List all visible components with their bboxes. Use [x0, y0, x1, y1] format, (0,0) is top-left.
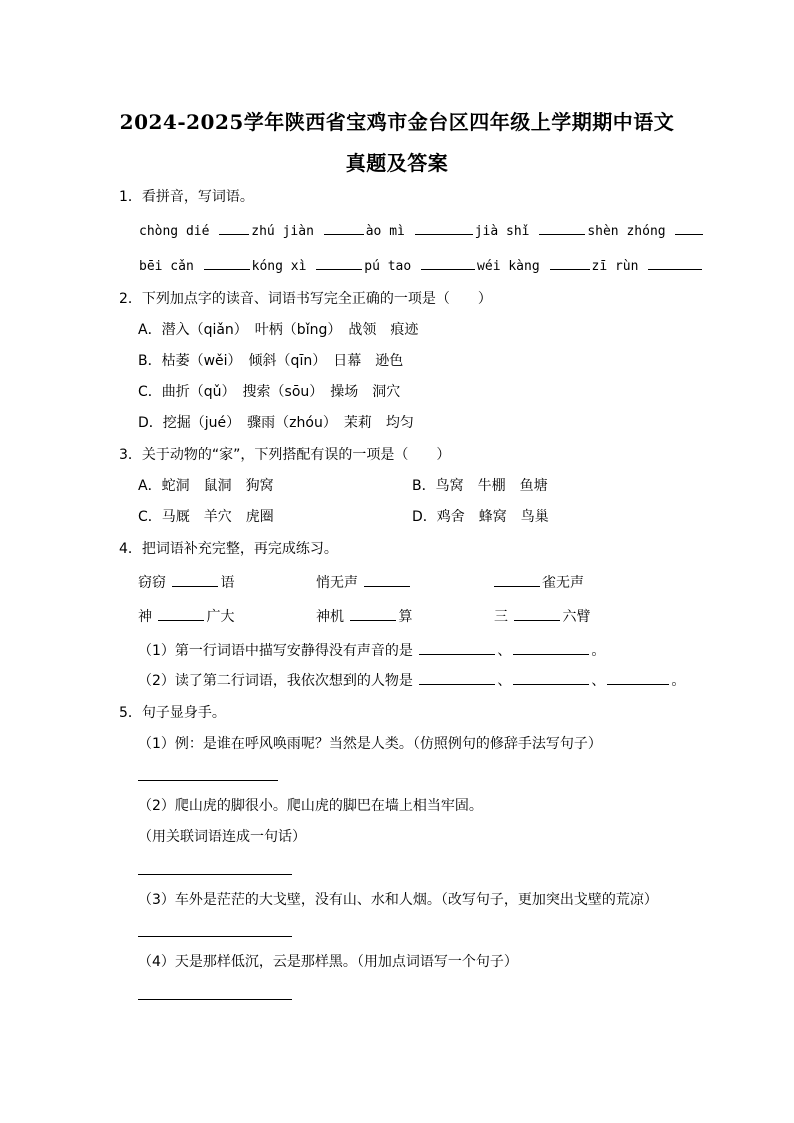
question-2-stem: 2．下列加点字的读音、词语书写完全正确的一项是（ ）: [119, 291, 492, 307]
idiom-part: 悄无声: [316, 575, 358, 591]
idiom-part: 广大: [206, 609, 235, 625]
answer-blank[interactable]: [550, 257, 590, 270]
answer-line[interactable]: [138, 999, 292, 1000]
answer-line[interactable]: [138, 936, 292, 937]
question-3-stem: 3．关于动物的“家”，下列搭配有误的一项是（ ）: [119, 447, 451, 463]
period: 。: [671, 673, 686, 689]
answer-blank[interactable]: [172, 574, 218, 587]
answer-blank[interactable]: [648, 257, 702, 270]
sub-question-text: （1）第一行词语中描写安静得没有声音的是: [138, 643, 413, 659]
pinyin-row-1: [139, 222, 705, 239]
separator: 、: [497, 673, 512, 689]
answer-blank[interactable]: [419, 672, 495, 685]
answer-blank[interactable]: [539, 222, 585, 235]
idiom-part: 神: [138, 609, 152, 625]
answer-blank[interactable]: [675, 222, 703, 235]
answer-blank[interactable]: [364, 574, 410, 587]
answer-blank[interactable]: [219, 222, 249, 235]
answer-line[interactable]: [138, 780, 278, 781]
idiom-part: 算: [398, 609, 413, 625]
answer-blank[interactable]: [513, 672, 589, 685]
pinyin-word: zī rùn: [591, 259, 639, 274]
question-3-option-d[interactable]: D．鸡舍 蜂窝 鸟巢: [412, 509, 549, 525]
idiom-part: 六臂: [562, 609, 591, 625]
sub-question-text: （2）读了第二行词语，我依次想到的人物是: [138, 673, 413, 689]
pinyin-word: jià shǐ: [474, 224, 530, 239]
question-4-sub-2: [138, 670, 685, 690]
idiom-2-1: [138, 606, 234, 626]
question-5-sub-4: （4）天是那样低沉，云是那样黑。（用加点词语写一个句子）: [138, 954, 518, 970]
answer-blank[interactable]: [158, 608, 204, 621]
question-5-sub-3: （3）车外是茫茫的大戈壁，没有山、水和人烟。（改写句子，更加突出戈壁的荒凉）: [138, 892, 658, 908]
separator: 、: [591, 673, 606, 689]
idiom-part: 神机: [316, 609, 344, 625]
question-3-option-a[interactable]: A．蛇洞 鼠洞 狗窝: [138, 478, 274, 494]
answer-blank[interactable]: [419, 642, 495, 655]
pinyin-word: kóng xì: [251, 259, 307, 274]
document-title-line1: 2024-2025学年陕西省宝鸡市金台区四年级上学期期中语文: [119, 110, 675, 134]
idiom-2-2: [316, 606, 412, 626]
answer-blank[interactable]: [421, 257, 475, 270]
pinyin-row-2: [139, 257, 704, 274]
idiom-1-1: [138, 572, 234, 592]
period: 。: [591, 643, 606, 659]
answer-blank[interactable]: [607, 672, 669, 685]
question-3-option-b[interactable]: B．鸟窝 牛棚 鱼塘: [412, 478, 548, 494]
question-5-stem: 5．句子显身手。: [119, 705, 226, 721]
pinyin-word: wéi kàng: [477, 259, 540, 274]
question-5-sub-2: （2）爬山虎的脚很小。爬山虎的脚巴在墙上相当牢固。: [138, 798, 483, 814]
idiom-2-3: [494, 606, 590, 626]
idiom-part: 窃窃: [138, 575, 166, 591]
answer-blank[interactable]: [204, 257, 250, 270]
idiom-1-2: [316, 572, 412, 592]
answer-blank[interactable]: [514, 608, 560, 621]
question-3-option-c[interactable]: C．马厩 羊穴 虎圈: [138, 509, 274, 525]
answer-blank[interactable]: [324, 222, 364, 235]
idiom-1-3: [494, 572, 584, 592]
question-2-option-c[interactable]: C．曲折（qǔ） 搜索（sōu） 操场 洞穴: [138, 384, 401, 400]
answer-line[interactable]: [138, 874, 292, 875]
pinyin-word: zhú jiàn: [251, 224, 314, 239]
idiom-part: 语: [220, 575, 235, 591]
answer-blank[interactable]: [415, 222, 473, 235]
question-2-option-a[interactable]: A．潜入（qiǎn） 叶柄（bǐng） 战领 痕迹: [138, 322, 419, 338]
question-4-sub-1: [138, 640, 605, 660]
pinyin-word: chòng dié: [139, 224, 210, 239]
answer-blank[interactable]: [494, 574, 540, 587]
idiom-part: 三: [494, 609, 508, 625]
document-title-line2: 真题及答案: [345, 151, 449, 175]
separator: 、: [497, 643, 512, 659]
answer-blank[interactable]: [350, 608, 396, 621]
question-2-option-b[interactable]: B．枯萎（wěi） 倾斜（qīn） 日幕 逊色: [138, 353, 404, 369]
question-4-stem: 4．把词语补充完整，再完成练习。: [119, 541, 338, 557]
idiom-part: 雀无声: [542, 575, 584, 591]
pinyin-word: ào mì: [365, 224, 405, 239]
question-5-sub-2-instruction: （用关联词语连成一句话）: [138, 829, 306, 845]
answer-blank[interactable]: [513, 642, 589, 655]
pinyin-word: pú tao: [364, 259, 412, 274]
question-5-sub-1: （1）例：是谁在呼风唤雨呢？当然是人类。（仿照例句的修辞手法写句子）: [138, 736, 602, 752]
question-1-stem: 1．看拼音，写词语。: [119, 189, 254, 205]
answer-blank[interactable]: [316, 257, 362, 270]
pinyin-word: shèn zhóng: [587, 224, 666, 239]
pinyin-word: bēi cǎn: [139, 259, 194, 274]
question-2-option-d[interactable]: D．挖掘（jué） 骤雨（zhóu） 茉莉 均匀: [138, 415, 414, 431]
